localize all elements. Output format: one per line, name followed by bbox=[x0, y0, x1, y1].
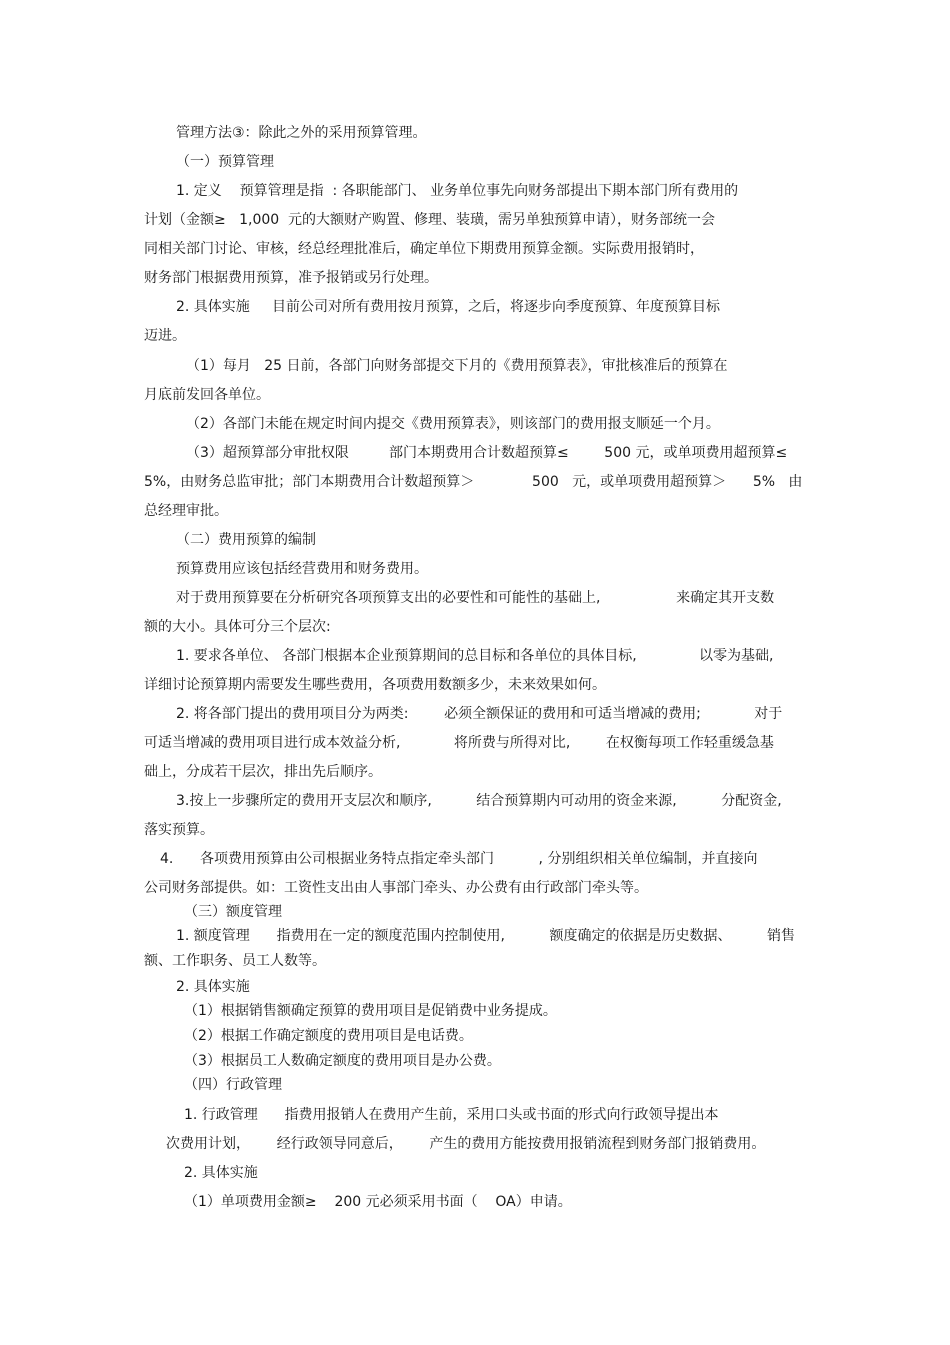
section-heading: （四）行政管理 bbox=[184, 1077, 282, 1093]
text-line: 公司财务部提供。如：工资性支出由人事部门牵头、办公费有由行政部门牵头等。 bbox=[144, 880, 648, 896]
text-line: （1）根据销售额确定预算的费用项目是促销费中业务提成。 bbox=[184, 1003, 557, 1019]
text-line: 1. 行政管理 指费用报销人在费用产生前，采用口头或书面的形式向行政领导提出本 bbox=[184, 1107, 719, 1123]
text-line: 2. 具体实施 目前公司对所有费用按月预算，之后，将逐步向季度预算、年度预算目标 bbox=[176, 299, 721, 315]
section-heading: （三）额度管理 bbox=[184, 904, 282, 920]
text-line: （3）超预算部分审批权限 部门本期费用合计数超预算≤ 500 元，或单项费用超预算≤ bbox=[186, 445, 788, 461]
text-line: 同相关部门讨论、审核，经总经理批准后，确定单位下期费用预算金额。实际费用报销时， bbox=[144, 241, 704, 257]
text-line: 2. 将各部门提出的费用项目分为两类: 必须全额保证的费用和可适当增减的费用; 对于 bbox=[176, 706, 783, 722]
text-line: （2）各部门未能在规定时间内提交《费用预算表》，则该部门的费用报支顺延一个月。 bbox=[186, 416, 720, 432]
text-line: 落实预算。 bbox=[144, 822, 214, 838]
text-line: 5%，由财务总监审批；部门本期费用合计数超预算＞ 500 元，或单项费用超预算＞ 5% 由 bbox=[144, 474, 803, 490]
text-line: 1. 定义 预算管理是指 : 各职能部门、 业务单位事先向财务部提出下期本部门所有费用的 bbox=[176, 183, 739, 199]
text-line: 1. 要求各单位、 各部门根据本企业预算期间的总目标和各单位的具体目标, 以零为基础, bbox=[176, 648, 774, 664]
text-line: 2. 具体实施 bbox=[184, 1165, 258, 1181]
text-line: 础上，分成若干层次，排出先后顺序。 bbox=[144, 764, 382, 780]
text-line: 计划（金额≥ 1,000 元的大额财产购置、修理、装璜，需另单独预算申请），财务部统一会 bbox=[144, 212, 716, 228]
text-line: （2）根据工作确定额度的费用项目是电话费。 bbox=[184, 1028, 473, 1044]
text-line: 2. 具体实施 bbox=[176, 979, 250, 995]
text-line: （1）单项费用金额≥ 200 元必须采用书面（ OA）申请。 bbox=[184, 1194, 572, 1210]
text-line: 月底前发回各单位。 bbox=[144, 387, 270, 403]
text-line: 1. 额度管理 指费用在一定的额度范围内控制使用, 额度确定的依据是历史数据、 销售 bbox=[176, 928, 796, 944]
text-line: 管理方法③：除此之外的采用预算管理。 bbox=[176, 125, 427, 141]
text-line: 次费用计划， 经行政领导同意后， 产生的费用方能按费用报销流程到财务部门报销费用。 bbox=[166, 1136, 766, 1152]
text-line: （1）每月 25 日前，各部门向财务部提交下月的《费用预算表》，审批核准后的预算在 bbox=[186, 358, 728, 374]
text-line: 预算费用应该包括经营费用和财务费用。 bbox=[176, 561, 428, 577]
text-line: 额、工作职务、员工人数等。 bbox=[144, 953, 326, 969]
text-line: 总经理审批。 bbox=[144, 503, 228, 519]
text-line: 对于费用预算要在分析研究各项预算支出的必要性和可能性的基础上, 来确定其开支数 bbox=[176, 590, 775, 606]
text-line: 3.按上一步骤所定的费用开支层次和顺序, 结合预算期内可动用的资金来源, 分配资金, bbox=[176, 793, 782, 809]
text-line: （3）根据员工人数确定额度的费用项目是办公费。 bbox=[184, 1053, 501, 1069]
text-line: 详细讨论预算期内需要发生哪些费用，各项费用数额多少，未来效果如何。 bbox=[144, 677, 606, 693]
text-line: 迈进。 bbox=[144, 328, 186, 344]
text-line: 财务部门根据费用预算，准予报销或另行处理。 bbox=[144, 270, 438, 286]
text-line: 可适当增减的费用项目进行成本效益分析, 将所费与所得对比, 在权衡每项工作轻重缓急基 bbox=[144, 735, 774, 751]
text-line: 4. 各项费用预算由公司根据业务特点指定牵头部门 , 分别组织相关单位编制，并直接向 bbox=[160, 851, 758, 867]
text-line: 额的大小。具体可分三个层次: bbox=[144, 619, 331, 635]
section-heading: （一）预算管理 bbox=[176, 154, 274, 170]
section-heading: （二）费用预算的编制 bbox=[176, 532, 316, 548]
